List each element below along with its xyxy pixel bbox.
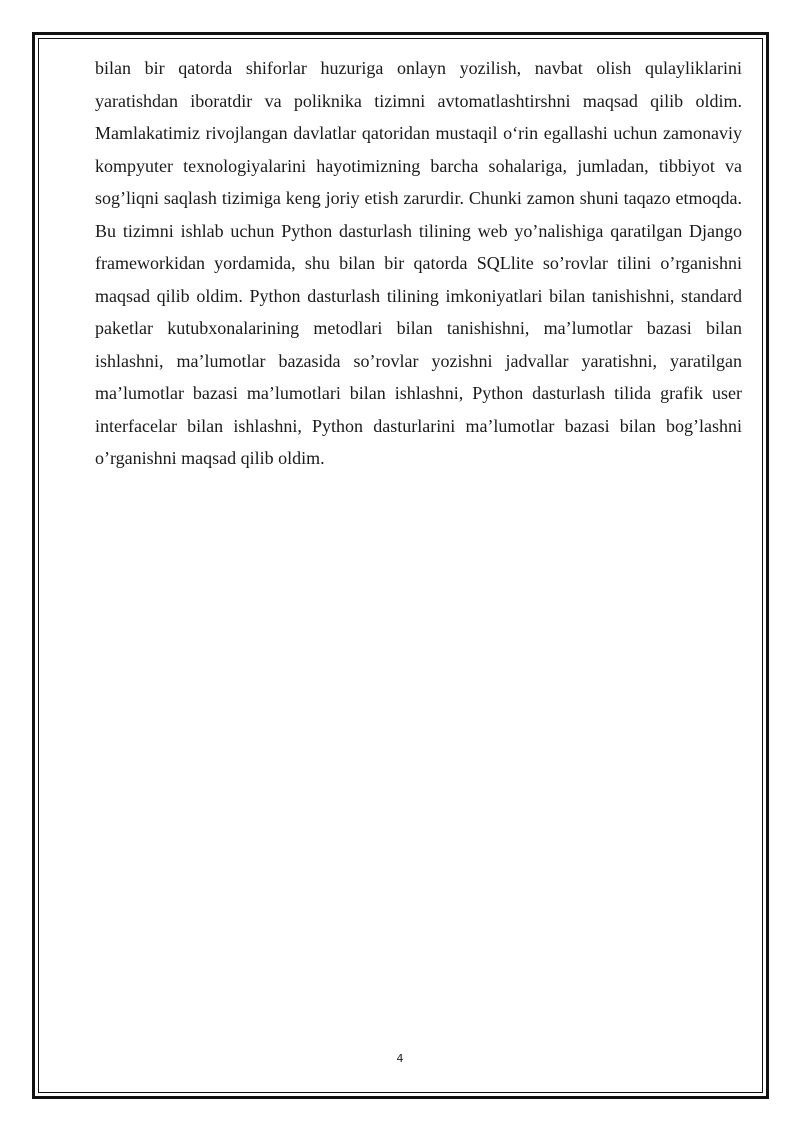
document-body [95,52,742,475]
body-paragraph: bilan bir qatorda shiforlar huzuriga onlayn yozilish, navbat olish qulayliklarini yaratishdan iboratdir va poliknika tizimni avtomatlashtirshni maqsad qilib oldim. Mamlakatimiz rivojlangan davlatlar qatoridan mustaqil o‘rin egallashi uchun zamonaviy kompyuter texnologiyalarini hayotimizning barcha sohalariga, jumladan, tibbiyot va sog’liqni saqlash tizimiga keng joriy etish zarurdir. Chunki zamon shuni taqazo etmoqda. Bu tizimni ishlab uchun Python dasturlash tilining web yo’nalishiga qaratilgan Django frameworkidan yordamida, shu bilan bir qatorda SQLlite so’rovlar tilini o’rganishni maqsad qilib oldim. Python dasturlash tilining imkoniyatlari bilan tanishishni, standard paketlar kutubxonalarining metodlari bilan tanishishni, ma’lumotlar bazasi bilan ishlashni, ma’lumotlar bazasida so’rovlar yozishni jadvallar yaratishni, yaratilgan ma’lumotlar bazasi ma’lumotlari bilan ishlashni, Python dasturlash tilida grafik user interfacelar bilan ishlashni, Python dasturlarini ma’lumotlar bazasi bilan bog’lashni o’rganishni maqsad qilib oldim. [95,58,742,468]
page-number: 4 [396,1052,404,1065]
